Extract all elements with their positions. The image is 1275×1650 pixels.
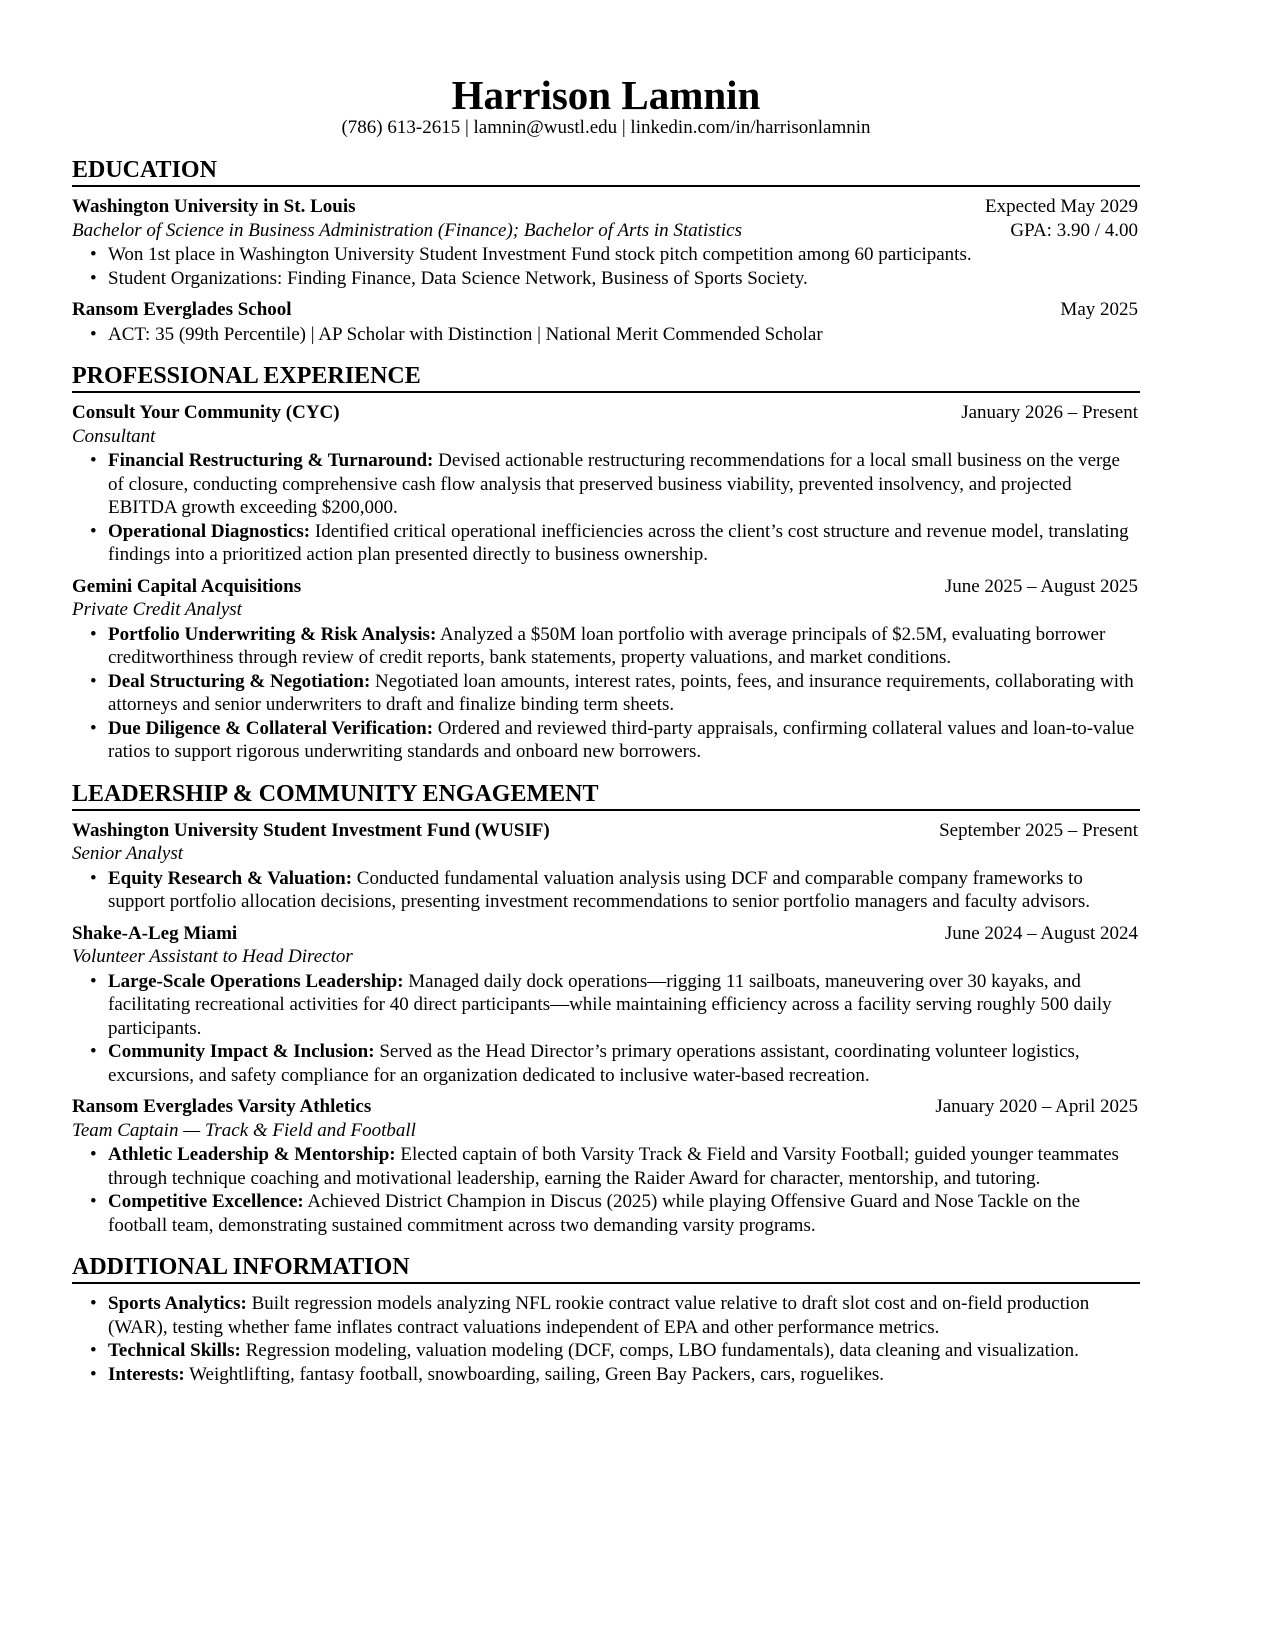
entry-date: January 2020 – April 2025	[935, 1096, 1138, 1117]
bullet-text: Conducted fundamental valuation analysis using DCF and comparable company frameworks to support portfolio allocation decisions, presenting investment recommendations to senior portfolio managers and faculty advisors.	[108, 867, 1090, 912]
bullet-text: Served as the Head Director’s primary operations assistant, coordinating volunteer logistics, excursions, and safety compliance for an organization dedicated to inclusive water-based recreation.	[108, 1041, 1080, 1086]
entry-header	[72, 922, 1140, 946]
bullet-list	[72, 623, 1140, 764]
organization-name: Washington University Student Investment Fund (WUSIF)	[72, 819, 550, 841]
bullet-label: Large-Scale Operations Leadership:	[108, 970, 404, 992]
bullet-list	[72, 1292, 1140, 1386]
role-title: Private Credit Analyst	[72, 599, 242, 620]
bullet-text: Won 1st place in Washington University Student Investment Fund stock pitch competition among 60 participants.	[108, 244, 972, 265]
bullet-list	[72, 1143, 1140, 1237]
resume-sections	[72, 156, 1140, 1386]
organization-name: Shake-A-Leg Miami	[72, 922, 238, 944]
bullet-label: Deal Structuring & Negotiation:	[108, 670, 371, 692]
section-title: PROFESSIONAL EXPERIENCE	[72, 362, 1140, 393]
bullet-item	[108, 520, 1140, 567]
entry-subheader	[72, 219, 1140, 243]
section-title: ADDITIONAL INFORMATION	[72, 1253, 1140, 1284]
organization-name: Ransom Everglades School	[72, 299, 292, 320]
entry-subheader	[72, 598, 1140, 622]
bullet-label: Interests:	[108, 1363, 185, 1385]
bullet-text: Identified critical operational inefficiencies across the client’s cost structure and revenue model, translating findings into a prioritized action plan presented directly to business ownership.	[108, 520, 1129, 565]
entry-date: January 2026 – Present	[961, 402, 1138, 423]
bullet-list	[72, 243, 1140, 290]
bullet-list	[72, 449, 1140, 567]
resume-section	[72, 780, 1140, 1238]
bullet-label: Sports Analytics:	[108, 1293, 247, 1314]
bullet-item	[108, 623, 1140, 670]
bullet-text: Devised actionable restructuring recommendations for a local small business on the verge of closure, conducting comprehensive cash flow analysis that preserved business viability, prevented insolvency, and projected EBITDA growth exceeding $200,000.	[108, 450, 1120, 518]
bullet-item	[108, 323, 1140, 347]
bullet-text: Built regression models analyzing NFL rookie contract value relative to draft slot cost and on-field production (WAR), testing whether fame inflates contract valuations independent of EPA and other performance metrics.	[108, 1293, 1090, 1338]
resume-page	[72, 72, 1140, 1394]
bullet-item	[108, 970, 1140, 1041]
resume-entry	[72, 195, 1140, 290]
resume-entry	[72, 298, 1140, 346]
bullet-text: ACT: 35 (99th Percentile) | AP Scholar with Distinction | National Merit Commended Scholar	[108, 323, 823, 345]
bullet-list	[72, 867, 1140, 914]
bullet-label: Due Diligence & Collateral Verification:	[108, 717, 434, 739]
entry-subheader	[72, 842, 1140, 866]
organization-name: Consult Your Community (CYC)	[72, 402, 340, 423]
organization-name: Ransom Everglades Varsity Athletics	[72, 1096, 372, 1117]
bullet-item	[108, 1363, 1140, 1387]
contact-info: (786) 613-2615 | lamnin@wustl.edu | linkedin.com/in/harrisonlamnin	[341, 117, 871, 138]
entry-header	[72, 298, 1140, 322]
bullet-text: Managed daily dock operations—rigging 11 sailboats, maneuvering over 30 kayaks, and facilitating recreational activities for 40 direct participants—while maintaining efficiency across a facility serving roughly 500 daily participants.	[108, 970, 1112, 1039]
bullet-item	[108, 867, 1140, 914]
section-title: EDUCATION	[72, 156, 1140, 187]
entry-date: May 2025	[1060, 299, 1138, 320]
role-title: Bachelor of Science in Business Administration (Finance); Bachelor of Arts in Statistics	[72, 219, 743, 241]
bullet-label: Technical Skills:	[108, 1340, 241, 1361]
gpa: GPA: 3.90 / 4.00	[1010, 219, 1138, 241]
organization-name: Washington University in St. Louis	[72, 196, 356, 217]
entry-subheader	[72, 945, 1140, 969]
role-title: Volunteer Assistant to Head Director	[72, 946, 353, 967]
bullet-item	[108, 267, 1140, 291]
resume-entry	[72, 922, 1140, 1088]
bullet-text: Analyzed a $50M loan portfolio with average principals of $2.5M, evaluating borrower creditworthiness through review of credit reports, bank statements, property valuations, and market conditions.	[108, 623, 1106, 668]
role-title: Senior Analyst	[72, 843, 184, 864]
bullet-text: Weightlifting, fantasy football, snowboarding, sailing, Green Bay Packers, cars, roguelikes.	[184, 1363, 885, 1385]
candidate-name: Harrison Lamnin	[451, 72, 761, 118]
section-title: LEADERSHIP & COMMUNITY ENGAGEMENT	[72, 780, 1140, 811]
bullet-label: Athletic Leadership & Mentorship:	[108, 1144, 396, 1165]
entry-date: June 2025 – August 2025	[944, 575, 1138, 597]
bullet-list	[72, 970, 1140, 1088]
bullet-item	[108, 449, 1140, 520]
bullet-label: Community Impact & Inclusion:	[108, 1041, 375, 1062]
entry-date: Expected May 2029	[984, 196, 1138, 217]
entry-header	[72, 195, 1140, 219]
bullet-item	[108, 1190, 1140, 1237]
bullet-label: Competitive Excellence:	[108, 1191, 304, 1212]
bullet-item	[108, 1143, 1140, 1190]
entry-date: September 2025 – Present	[939, 819, 1138, 841]
bullet-text: Negotiated loan amounts, interest rates, points, fees, and insurance requirements, collaborating with attorneys and senior underwriters to draft and finalize binding term sheets.	[108, 670, 1134, 715]
bullet-label: Equity Research & Valuation:	[108, 867, 353, 889]
resume-entry	[72, 575, 1140, 764]
bullet-label: Portfolio Underwriting & Risk Analysis:	[108, 623, 437, 645]
entry-header	[72, 819, 1140, 843]
bullet-item	[108, 670, 1140, 717]
resume-section	[72, 362, 1140, 764]
entry-subheader	[72, 425, 1140, 449]
bullet-text: Ordered and reviewed third-party appraisals, confirming collateral values and loan-to-value ratios to support rigorous underwriting standards and onboard new borrowers.	[108, 717, 1135, 762]
entry-date: June 2024 – August 2024	[944, 922, 1138, 944]
bullet-text: Student Organizations: Finding Finance, Data Science Network, Business of Sports Society.	[108, 267, 808, 289]
resume-entry	[72, 1095, 1140, 1237]
bullet-item	[108, 1040, 1140, 1087]
bullet-text: Regression modeling, valuation modeling (DCF, comps, LBO fundamentals), data cleaning and visualization.	[240, 1340, 1079, 1361]
entry-header	[72, 1095, 1140, 1119]
resume-entry	[72, 401, 1140, 567]
role-title: Team Captain — Track & Field and Football	[72, 1119, 416, 1141]
entry-header	[72, 401, 1140, 425]
resume-entry	[72, 1292, 1140, 1386]
bullet-item	[108, 1339, 1140, 1363]
bullet-text: Achieved District Champion in Discus (2025) while playing Offensive Guard and Nose Tackle on the football team, demonstrating sustained commitment across two demanding varsity programs.	[108, 1191, 1081, 1236]
entry-header	[72, 575, 1140, 599]
bullet-label: Operational Diagnostics:	[108, 520, 311, 542]
bullet-list	[72, 323, 1140, 347]
bullet-item	[108, 717, 1140, 764]
resume-section	[72, 156, 1140, 346]
bullet-text: Elected captain of both Varsity Track & Field and Varsity Football; guided younger teammates through technique coaching and motivational leadership, earning the Raider Award for character, mentorship, and tutoring.	[108, 1144, 1119, 1189]
bullet-label: Financial Restructuring & Turnaround:	[108, 450, 434, 471]
organization-name: Gemini Capital Acquisitions	[72, 575, 302, 597]
role-title: Consultant	[72, 425, 156, 447]
bullet-item	[108, 243, 1140, 267]
bullet-item	[108, 1292, 1140, 1339]
entry-subheader	[72, 1119, 1140, 1143]
resume-section	[72, 1253, 1140, 1386]
resume-entry	[72, 819, 1140, 914]
